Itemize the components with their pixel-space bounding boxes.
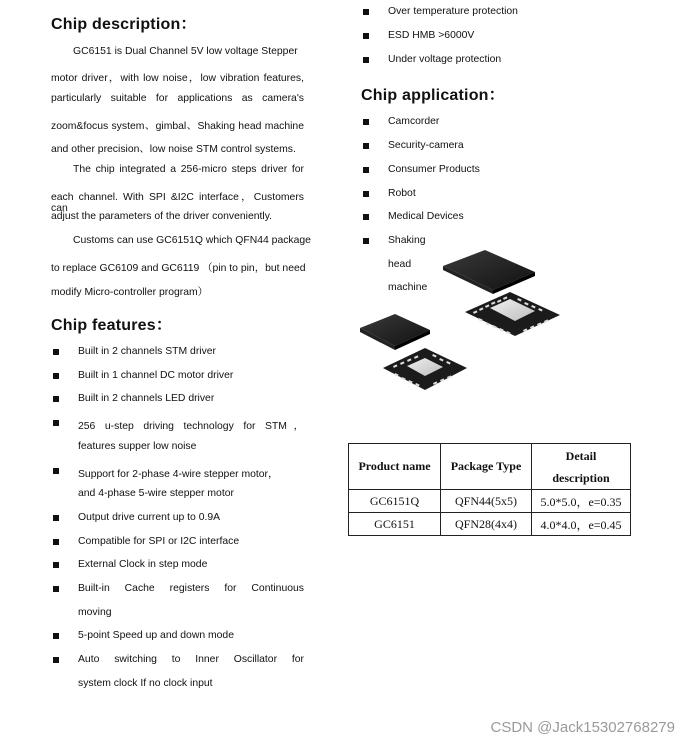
- feature-item-continuation: and 4-phase 5-wire stepper motor: [78, 488, 234, 499]
- protection-item: Over temperature protection: [388, 6, 518, 17]
- bullet-icon: [363, 9, 369, 15]
- feature-item: Built in 2 channels STM driver: [78, 346, 217, 357]
- feature-item: External Clock in step mode: [78, 559, 208, 570]
- feature-item: Built-in Cache registers for Continuous: [78, 583, 304, 594]
- bullet-icon: [363, 143, 369, 149]
- chip-bottom-view-large: [465, 292, 560, 336]
- bullet-icon: [363, 214, 369, 220]
- table-row: [349, 513, 631, 536]
- application-item: Medical Devices: [388, 211, 464, 222]
- chip-application-heading: Chip application：: [361, 87, 505, 104]
- watermark: CSDN @Jack15302768279: [490, 719, 675, 736]
- description-line: motor driver，with low noise，low vibration features,: [51, 73, 304, 84]
- feature-item: Auto switching to Inner Oscillator for: [78, 654, 304, 665]
- feature-item: 256 u-step driving technology for STM，: [78, 421, 304, 432]
- description-line: particularly suitable for applications as camera's: [51, 93, 304, 104]
- feature-item: Built in 2 channels LED driver: [78, 393, 215, 404]
- header-product-name: Product name: [349, 444, 441, 490]
- bullet-icon: [53, 539, 59, 545]
- feature-item: Output drive current up to 0.9A: [78, 512, 221, 523]
- chip-bottom-view-small: [383, 348, 467, 390]
- description-line: zoom&focus system、gimbal、Shaking head machine: [51, 121, 304, 132]
- bullet-icon: [53, 562, 59, 568]
- package-table: [348, 443, 631, 536]
- qfn-chip-image: [355, 250, 570, 400]
- feature-item: 5-point Speed up and down mode: [78, 630, 234, 641]
- header-detail-description: [532, 444, 631, 490]
- bullet-icon: [53, 373, 59, 379]
- table-header-row: [349, 444, 631, 490]
- description-line: The chip integrated a 256-micro steps driver for: [73, 164, 304, 175]
- application-item-continuation: head: [388, 259, 412, 270]
- cell-package-type: QFN44(5x5): [441, 490, 532, 513]
- application-item: Shaking: [388, 235, 426, 246]
- header-package-type: Package Type: [441, 444, 532, 490]
- protection-item: Under voltage protection: [388, 54, 502, 65]
- bullet-icon: [363, 33, 369, 39]
- description-line: Customs can use GC6151Q which QFN44 package: [73, 235, 311, 246]
- cell-package-type: QFN28(4x4): [441, 513, 532, 536]
- feature-item: Built in 1 channel DC motor driver: [78, 370, 234, 381]
- description-line: adjust the parameters of the driver conveniently.: [51, 211, 273, 222]
- description-line: and other precision、low noise STM control systems.: [51, 144, 296, 155]
- feature-item-continuation: features supper low noise: [78, 441, 197, 452]
- bullet-icon: [363, 238, 369, 244]
- application-item: Camcorder: [388, 116, 440, 127]
- bullet-icon: [53, 657, 59, 663]
- bullet-icon: [53, 633, 59, 639]
- header-detail-line: Detail: [565, 448, 597, 463]
- description-line: to replace GC6109 and GC6119 （pin to pin，but need: [51, 263, 306, 274]
- feature-item: Support for 2-phase 4-wire stepper motor，: [78, 469, 279, 480]
- description-line: modify Micro-controller program）: [51, 287, 209, 298]
- feature-item-continuation: moving: [78, 607, 112, 618]
- cell-detail: 4.0*4.0，e=0.45: [532, 513, 631, 536]
- feature-item: Compatible for SPI or I2C interface: [78, 536, 240, 547]
- bullet-icon: [363, 167, 369, 173]
- header-description-line: description: [552, 470, 610, 485]
- bullet-icon: [363, 191, 369, 197]
- cell-detail: 5.0*5.0，e=0.35: [532, 490, 631, 513]
- cell-product-name: GC6151: [349, 513, 441, 536]
- bullet-icon: [53, 420, 59, 426]
- bullet-icon: [53, 349, 59, 355]
- chip-top-view-small: [360, 314, 430, 350]
- bullet-icon: [363, 119, 369, 125]
- bullet-icon: [53, 515, 59, 521]
- bullet-icon: [53, 586, 59, 592]
- bullet-icon: [363, 57, 369, 63]
- application-item-continuation: machine: [388, 282, 428, 293]
- chip-features-heading: Chip features：: [51, 317, 173, 334]
- chip-description-heading: Chip description：: [51, 16, 197, 33]
- description-line: each channel. With SPI &I2C interface，Customers can: [51, 192, 304, 214]
- bullet-icon: [53, 396, 59, 402]
- description-line: GC6151 is Dual Channel 5V low voltage Stepper: [73, 46, 298, 57]
- application-item: Security-camera: [388, 140, 464, 151]
- protection-item: ESD HMB >6000V: [388, 30, 475, 41]
- chip-top-view-large: [443, 250, 535, 294]
- cell-product-name: GC6151Q: [349, 490, 441, 513]
- application-item: Consumer Products: [388, 164, 480, 175]
- table-row: [349, 490, 631, 513]
- application-item: Robot: [388, 188, 416, 199]
- feature-item-continuation: system clock If no clock input: [78, 678, 213, 689]
- bullet-icon: [53, 468, 59, 474]
